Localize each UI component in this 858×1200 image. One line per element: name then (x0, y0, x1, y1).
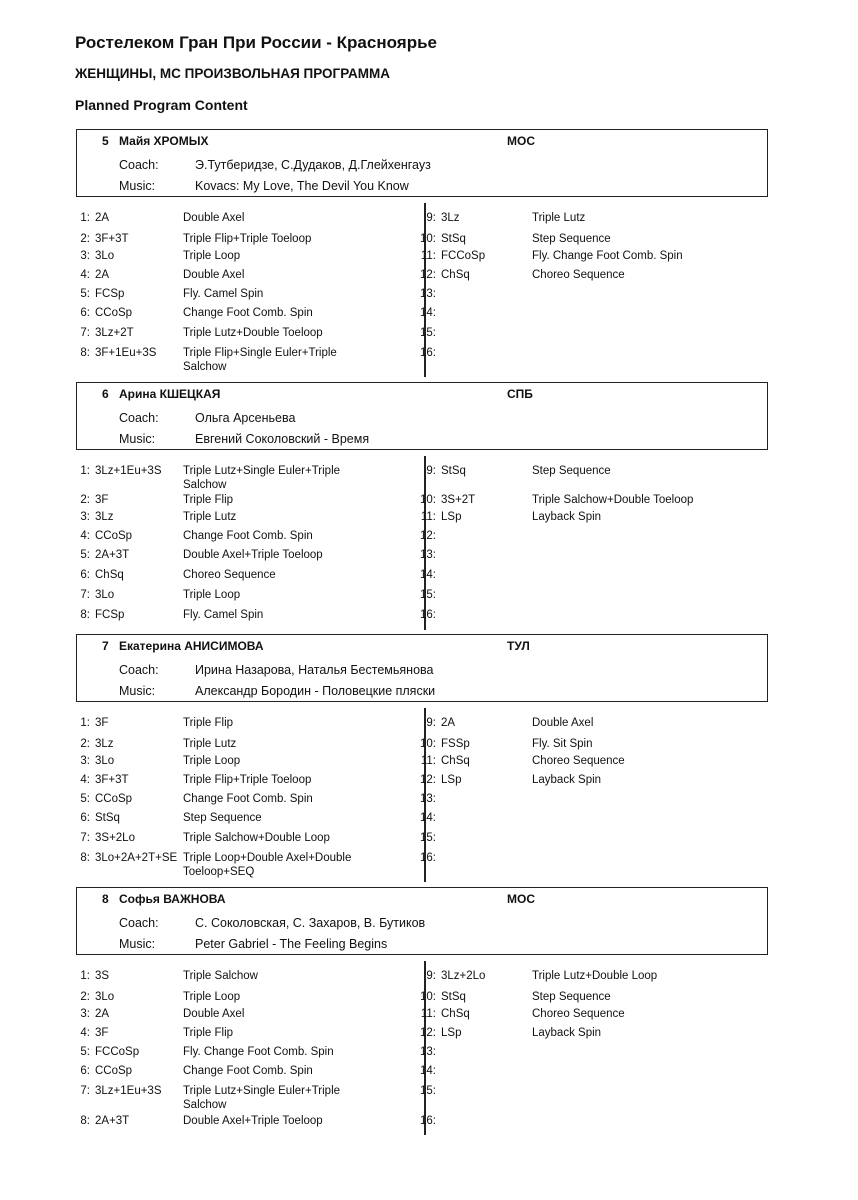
column-divider (424, 456, 426, 630)
element-code: 2A (95, 212, 110, 224)
event-title: Ростелеком Гран При России - Красноярье (75, 33, 437, 52)
music-value: Евгений Соколовский - Время (195, 432, 370, 446)
element-code: 3F+3T (95, 774, 129, 786)
element-number: 1: (80, 212, 90, 224)
element-number: 12: (420, 774, 436, 786)
element-number: 9: (426, 970, 436, 982)
coach-label: Coach: (119, 916, 159, 930)
element-number: 6: (80, 1065, 90, 1077)
element-code: 2A+3T (95, 549, 130, 561)
element-code: FCCoSp (95, 1046, 140, 1058)
element-number: 13: (420, 549, 436, 561)
element-number: 14: (420, 1065, 436, 1077)
element-number: 12: (420, 269, 436, 281)
element-code: FCCoSp (441, 250, 486, 262)
element-code: 2A (441, 717, 456, 729)
element-description: Triple Lutz (532, 212, 586, 224)
element-number: 1: (80, 970, 90, 982)
element-code: ChSq (95, 569, 124, 581)
element-number: 5: (80, 549, 90, 561)
element-number: 3: (80, 755, 90, 767)
music-value: Peter Gabriel - The Feeling Begins (195, 937, 388, 951)
element-description: Triple Salchow (183, 970, 258, 982)
element-description: Triple Flip+Triple Toeloop (183, 233, 312, 245)
element-code: ChSq (441, 755, 470, 767)
element-code: 3F (95, 1027, 109, 1039)
element-number: 5: (80, 288, 90, 300)
element-number: 13: (420, 1046, 436, 1058)
element-code: FCSp (95, 288, 125, 300)
element-code: FCSp (95, 609, 125, 621)
element-code: StSq (441, 991, 466, 1003)
element-description: Triple Loop (183, 755, 241, 767)
element-code: 3Lo+2A+2T+SE (95, 852, 178, 864)
music-value: Kovacs: My Love, The Devil You Know (195, 179, 409, 193)
element-description: Triple Loop (183, 991, 241, 1003)
element-code: 3Lz+1Eu+3S (95, 1085, 162, 1097)
element-description: Fly. Sit Spin (532, 738, 593, 750)
music-label: Music: (119, 179, 156, 193)
element-code: CCoSp (95, 307, 133, 319)
skater-club: ТУЛ (507, 639, 530, 653)
element-number: 13: (420, 288, 436, 300)
element-code: 2A+3T (95, 1115, 130, 1127)
element-description: Layback Spin (532, 511, 602, 523)
element-description: Double Axel+Triple Toeloop (183, 549, 323, 561)
element-number: 6: (80, 569, 90, 581)
skater-club: МОС (507, 892, 535, 906)
element-number: 7: (80, 589, 90, 601)
element-number: 10: (420, 233, 436, 245)
element-number: 16: (420, 347, 436, 359)
element-description: Double Axel (183, 269, 245, 281)
element-number: 10: (420, 494, 436, 506)
element-number: 5: (80, 793, 90, 805)
element-number: 14: (420, 307, 436, 319)
element-number: 1: (80, 465, 90, 477)
element-code: 2A (95, 269, 110, 281)
coach-value: Ирина Назарова, Наталья Бестемьянова (195, 663, 434, 677)
element-number: 4: (80, 269, 90, 281)
element-description: Triple Loop (183, 589, 241, 601)
element-description: Triple Lutz+Single Euler+Triple Salchow (183, 1085, 341, 1111)
skater-name: Екатерина АНИСИМОВА (119, 639, 264, 653)
element-number: 9: (426, 212, 436, 224)
element-number: 11: (420, 511, 436, 523)
element-number: 4: (80, 530, 90, 542)
element-number: 5: (80, 1046, 90, 1058)
element-code: 3S (95, 970, 110, 982)
coach-label: Coach: (119, 158, 159, 172)
element-description: Step Sequence (183, 812, 262, 824)
start-number: 6 (102, 387, 109, 401)
element-description: Change Foot Comb. Spin (183, 1065, 313, 1077)
element-code: 3Lo (95, 589, 115, 601)
element-code: CCoSp (95, 1065, 133, 1077)
element-number: 8: (80, 347, 90, 359)
element-description: Triple Flip+Triple Toeloop (183, 774, 312, 786)
element-description: Layback Spin (532, 1027, 602, 1039)
element-number: 10: (420, 738, 436, 750)
music-value: Александр Бородин - Половецкие пляски (195, 684, 436, 698)
element-number: 7: (80, 327, 90, 339)
element-number: 15: (420, 1085, 436, 1097)
element-number: 2: (80, 738, 90, 750)
element-number: 6: (80, 307, 90, 319)
element-number: 2: (80, 494, 90, 506)
element-description: Triple Lutz+Double Toeloop (183, 327, 323, 339)
element-description: Triple Salchow+Double Toeloop (532, 494, 694, 506)
element-code: 3Lz (441, 212, 460, 224)
element-code: 3Lo (95, 250, 115, 262)
element-description: Choreo Sequence (532, 755, 625, 767)
element-code: LSp (441, 1027, 462, 1039)
element-number: 6: (80, 812, 90, 824)
element-description: Step Sequence (532, 991, 611, 1003)
element-number: 8: (80, 852, 90, 864)
element-number: 11: (420, 250, 436, 262)
music-label: Music: (119, 937, 156, 951)
element-number: 4: (80, 1027, 90, 1039)
element-description: Triple Lutz (183, 738, 237, 750)
element-number: 11: (420, 755, 436, 767)
coach-value: С. Соколовская, С. Захаров, В. Бутиков (195, 916, 426, 930)
element-number: 11: (420, 1008, 436, 1020)
element-code: 3F+3T (95, 233, 129, 245)
element-number: 9: (426, 717, 436, 729)
skater-name: Софья ВАЖНОВА (119, 892, 226, 906)
element-description: Triple Loop (183, 250, 241, 262)
element-code: ChSq (441, 1008, 470, 1020)
element-code: 3Lz (95, 511, 114, 523)
skater-info-box (76, 382, 768, 450)
skater-club: СПБ (507, 387, 533, 401)
element-description: Triple Flip (183, 494, 234, 506)
element-description: Choreo Sequence (183, 569, 276, 581)
element-code: 3Lz+1Eu+3S (95, 465, 162, 477)
element-code: 3Lz+2Lo (441, 970, 486, 982)
element-description: Triple Lutz+Single Euler+Triple Salchow (183, 465, 341, 491)
element-number: 3: (80, 250, 90, 262)
coach-value: Ольга Арсеньева (195, 411, 296, 425)
element-code: 3Lo (95, 991, 115, 1003)
element-number: 15: (420, 327, 436, 339)
element-code: 3F+1Eu+3S (95, 347, 157, 359)
element-number: 2: (80, 991, 90, 1003)
element-description: Fly. Camel Spin (183, 288, 264, 300)
skater-info-box (76, 129, 768, 197)
skater-info-box (76, 887, 768, 955)
element-number: 15: (420, 589, 436, 601)
skater-name: Майя ХРОМЫХ (119, 134, 209, 148)
element-description: Double Axel (532, 717, 594, 729)
skater-name: Арина КШЕЦКАЯ (119, 387, 221, 401)
element-code: LSp (441, 511, 462, 523)
element-code: 3Lz (95, 738, 114, 750)
element-description: Double Axel (183, 1008, 245, 1020)
element-code: 3F (95, 717, 109, 729)
element-code: 3F (95, 494, 109, 506)
element-number: 16: (420, 1115, 436, 1127)
category-title: ЖЕНЩИНЫ, МС ПРОИЗВОЛЬНАЯ ПРОГРАММА (75, 66, 391, 81)
element-description: Triple Flip (183, 1027, 234, 1039)
element-description: Change Foot Comb. Spin (183, 793, 313, 805)
element-description: Change Foot Comb. Spin (183, 530, 313, 542)
element-number: 8: (80, 609, 90, 621)
element-number: 15: (420, 832, 436, 844)
coach-label: Coach: (119, 411, 159, 425)
element-number: 13: (420, 793, 436, 805)
element-description: Layback Spin (532, 774, 602, 786)
element-code: StSq (441, 465, 466, 477)
start-number: 5 (102, 134, 109, 148)
element-description: Step Sequence (532, 465, 611, 477)
element-number: 1: (80, 717, 90, 729)
element-number: 4: (80, 774, 90, 786)
element-description: Choreo Sequence (532, 269, 625, 281)
element-number: 3: (80, 1008, 90, 1020)
start-number: 7 (102, 639, 109, 653)
coach-label: Coach: (119, 663, 159, 677)
element-description: Change Foot Comb. Spin (183, 307, 313, 319)
element-number: 12: (420, 1027, 436, 1039)
element-number: 3: (80, 511, 90, 523)
element-description: Double Axel (183, 212, 245, 224)
element-code: ChSq (441, 269, 470, 281)
element-number: 7: (80, 1085, 90, 1097)
element-description: Triple Loop+Double Axel+Double Toeloop+SEQ (183, 852, 352, 878)
element-code: FSSp (441, 738, 470, 750)
element-code: 3Lz+2T (95, 327, 134, 339)
element-description: Step Sequence (532, 233, 611, 245)
music-label: Music: (119, 684, 156, 698)
element-description: Triple Flip (183, 717, 234, 729)
start-number: 8 (102, 892, 109, 906)
element-number: 14: (420, 569, 436, 581)
element-code: StSq (95, 812, 120, 824)
element-code: CCoSp (95, 793, 133, 805)
coach-value: Э.Тутберидзе, С.Дудаков, Д.Глейхенгауз (195, 158, 431, 172)
element-code: 3Lo (95, 755, 115, 767)
element-description: Fly. Change Foot Comb. Spin (183, 1046, 334, 1058)
element-code: 3S+2Lo (95, 832, 135, 844)
element-code: 2A (95, 1008, 110, 1020)
element-number: 10: (420, 991, 436, 1003)
element-number: 14: (420, 812, 436, 824)
skater-info-box (76, 634, 768, 702)
music-label: Music: (119, 432, 156, 446)
element-code: StSq (441, 233, 466, 245)
element-number: 16: (420, 609, 436, 621)
element-description: Choreo Sequence (532, 1008, 625, 1020)
element-description: Triple Lutz+Double Loop (532, 970, 658, 982)
element-number: 8: (80, 1115, 90, 1127)
element-code: CCoSp (95, 530, 133, 542)
section-title: Planned Program Content (75, 97, 248, 113)
skater-club: МОС (507, 134, 535, 148)
element-code: 3S+2T (441, 494, 476, 506)
element-number: 2: (80, 233, 90, 245)
element-code: LSp (441, 774, 462, 786)
element-description: Triple Lutz (183, 511, 237, 523)
element-number: 9: (426, 465, 436, 477)
element-description: Triple Salchow+Double Loop (183, 832, 330, 844)
element-description: Triple Flip+Single Euler+Triple Salchow (183, 347, 337, 373)
element-number: 7: (80, 832, 90, 844)
element-description: Fly. Change Foot Comb. Spin (532, 250, 683, 262)
element-description: Fly. Camel Spin (183, 609, 264, 621)
element-description: Double Axel+Triple Toeloop (183, 1115, 323, 1127)
element-number: 12: (420, 530, 436, 542)
element-number: 16: (420, 852, 436, 864)
